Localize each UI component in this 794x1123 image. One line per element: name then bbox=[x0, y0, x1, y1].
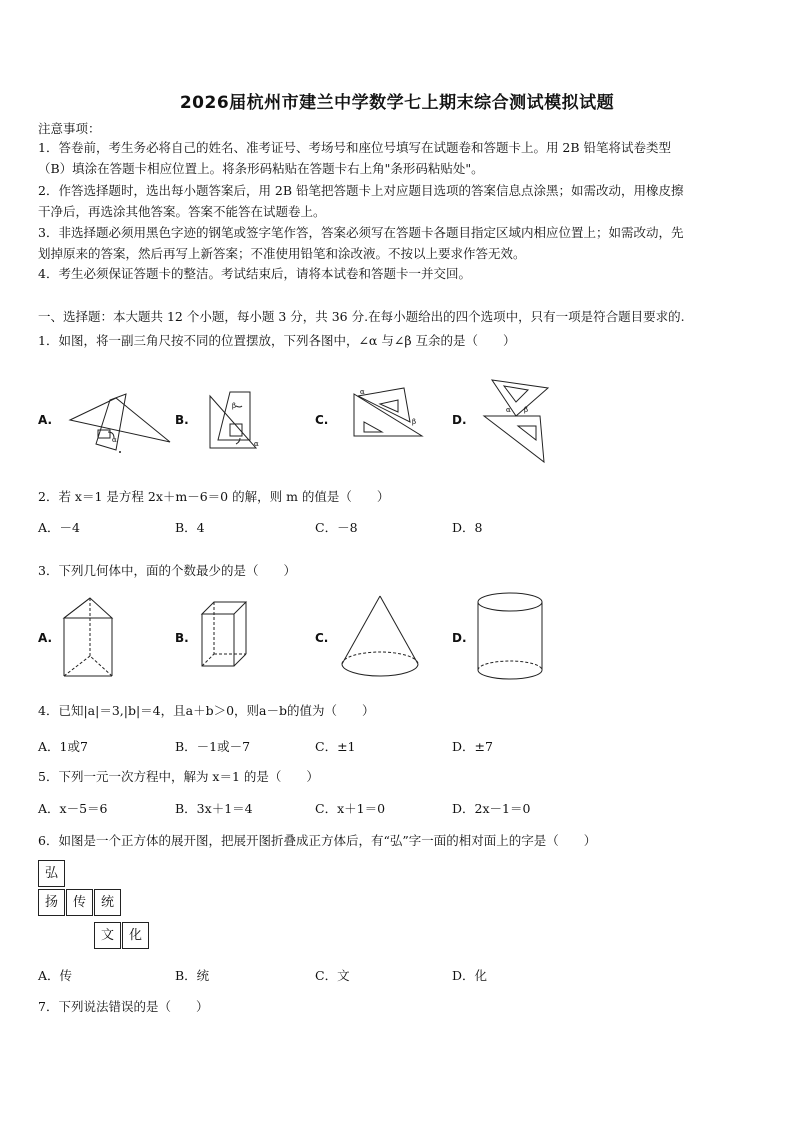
note-3-line-1: 3．非选择题必须用黑色字迹的钢笔或签字笔作答，答案必须写在答题卡各题目指定区域内相应位置上；如需改动，先 bbox=[38, 225, 684, 240]
q1-d-alpha-label: α bbox=[506, 406, 511, 414]
q3-option-c-label: C. bbox=[315, 631, 329, 645]
q2-option-d: D．8 bbox=[452, 520, 483, 535]
q1-figure-c bbox=[346, 386, 430, 442]
note-1-line-2: （B）填涂在答题卡相应位置上。将条形码粘贴在答题卡右上角"条形码粘贴处"。 bbox=[38, 161, 484, 176]
q5-option-c: C．x＋1＝0 bbox=[315, 801, 386, 816]
net-cell-hong: 弘 bbox=[38, 860, 65, 887]
note-3-line-2: 划掉原来的答案，然后再写上新答案；不准使用铅笔和涂改液。不按以上要求作答无效。 bbox=[38, 246, 526, 261]
q3-option-b-label: B. bbox=[175, 631, 189, 645]
q3-option-a-label: A. bbox=[38, 631, 53, 645]
q1-figure-b bbox=[204, 390, 266, 454]
notes-heading: 注意事项： bbox=[38, 121, 101, 136]
q5-option-b: B．3x＋1＝4 bbox=[175, 801, 253, 816]
q5-option-a: A．x－5＝6 bbox=[38, 801, 108, 816]
q1-option-c-label: C. bbox=[315, 413, 329, 427]
net-cell-tong: 统 bbox=[94, 889, 121, 916]
note-2-line-1: 2．作答选择题时，选出每小题答案后，用 2B 铅笔把答题卡上对应题目选项的答案信息点涂黑；如需改动，用橡皮擦 bbox=[38, 183, 684, 198]
q3-triangular-prism bbox=[60, 594, 118, 682]
q1-d-beta-label: β bbox=[524, 406, 529, 414]
section-1-heading: 一、选择题：本大题共 12 个小题，每小题 3 分，共 36 分.在每小题给出的四个选项中，只有一项是符合题目要求的. bbox=[38, 309, 685, 324]
net-cell-hua: 化 bbox=[122, 922, 149, 949]
q4-option-c: C．±1 bbox=[315, 739, 356, 754]
q6-option-a: A．传 bbox=[38, 968, 73, 983]
question-5-stem: 5．下列一元一次方程中，解为 x＝1 的是（ ） bbox=[38, 769, 319, 784]
q3-cone bbox=[338, 592, 422, 682]
exam-title: 2026届杭州市建兰中学数学七上期末综合测试模拟试题 bbox=[179, 93, 615, 113]
net-cell-yang: 扬 bbox=[38, 889, 65, 916]
q4-option-b: B．－1或－7 bbox=[175, 739, 251, 754]
q1-b-beta-label: β bbox=[232, 402, 237, 410]
q1-c-beta-label: β bbox=[412, 418, 417, 426]
question-3-stem: 3．下列几何体中，面的个数最少的是（ ） bbox=[38, 563, 296, 578]
q1-figure-d bbox=[480, 376, 552, 464]
q3-cuboid bbox=[198, 600, 250, 670]
q3-cylinder bbox=[474, 590, 546, 684]
note-4: 4．考生必须保证答题卡的整洁。考试结束后，请将本试卷和答题卡一并交回。 bbox=[38, 266, 471, 281]
q1-c-alpha-label: α bbox=[360, 388, 365, 396]
net-cell-wen: 文 bbox=[94, 922, 121, 949]
q4-option-d: D．±7 bbox=[452, 739, 493, 754]
question-6-stem: 6．如图是一个正方体的展开图，把展开图折叠成正方体后，有“弘”字一面的相对面上的字是（ ） bbox=[38, 833, 597, 848]
q1-option-b-label: B. bbox=[175, 413, 189, 427]
q4-option-a: A．1或7 bbox=[38, 739, 88, 754]
q5-option-d: D．2x－1＝0 bbox=[452, 801, 531, 816]
question-2-stem: 2．若 x＝1 是方程 2x＋m－6＝0 的解，则 m 的值是（ ） bbox=[38, 489, 390, 504]
q6-option-d: D．化 bbox=[452, 968, 488, 983]
question-7-stem: 7．下列说法错误的是（ ） bbox=[38, 999, 209, 1014]
q1-b-alpha-label: α bbox=[254, 440, 259, 448]
q2-option-c: C．－8 bbox=[315, 520, 358, 535]
q1-figure-a bbox=[66, 392, 174, 456]
note-1-line-1: 1．答卷前，考生务必将自己的姓名、准考证号、考场号和座位号填写在试题卷和答题卡上。用 2B 铅笔将试卷类型 bbox=[38, 140, 672, 155]
q6-option-b: B．统 bbox=[175, 968, 210, 983]
q2-option-b: B．4 bbox=[175, 520, 205, 535]
question-4-stem: 4．已知|a|＝3,|b|＝4，且a＋b＞0，则a－b的值为（ ） bbox=[38, 703, 375, 718]
q1-option-a-label: A. bbox=[38, 413, 53, 427]
q3-option-d-label: D. bbox=[452, 631, 467, 645]
q1-option-d-label: D. bbox=[452, 413, 467, 427]
question-1-stem: 1．如图，将一副三角尺按不同的位置摆放，下列各图中，∠α 与∠β 互余的是（ ） bbox=[38, 333, 516, 348]
q1-a-alpha-label: α bbox=[112, 436, 117, 444]
note-2-line-2: 干净后，再选涂其他答案。答案不能答在试题卷上。 bbox=[38, 204, 326, 219]
net-cell-chuan: 传 bbox=[66, 889, 93, 916]
q2-option-a: A．－4 bbox=[38, 520, 80, 535]
q6-option-c: C．文 bbox=[315, 968, 350, 983]
